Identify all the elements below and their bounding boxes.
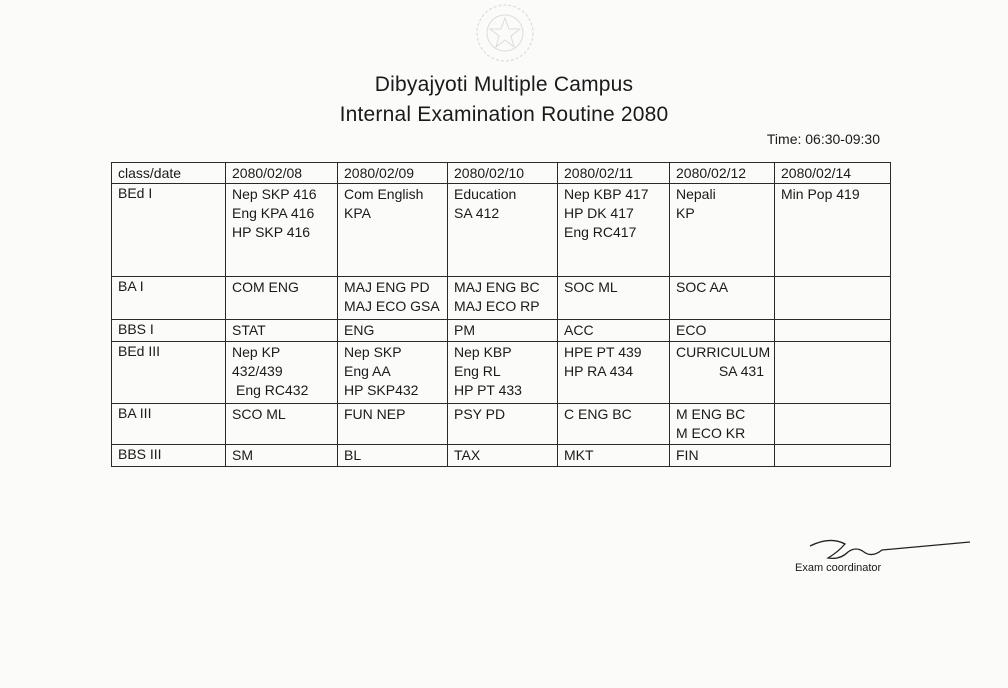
exam-entry: HP PT 433 <box>454 382 522 398</box>
exam-entry: ACC <box>564 322 594 338</box>
exam-cell <box>338 404 448 445</box>
exam-entry: STAT <box>232 322 266 338</box>
exam-entry: HP DK 417 <box>564 205 634 221</box>
exam-time: Time: 06:30-09:30 <box>766 131 880 147</box>
exam-cell <box>558 404 670 445</box>
table-row <box>112 342 891 404</box>
header-date: 2080/02/08 <box>226 163 338 184</box>
exam-entry: Min Pop 419 <box>781 186 860 202</box>
exam-entry: SOC AA <box>676 279 729 295</box>
header-date: 2080/02/09 <box>338 163 448 184</box>
exam-cell <box>670 342 775 404</box>
header-row <box>112 163 891 184</box>
exam-cell <box>448 342 558 404</box>
exam-entry: Nep KBP 417 <box>564 186 649 202</box>
exam-cell <box>775 320 891 342</box>
exam-entry: Com English <box>344 186 424 202</box>
exam-cell <box>448 445 558 467</box>
exam-cell <box>670 277 775 320</box>
exam-cell <box>448 277 558 320</box>
exam-entry: PSY PD <box>454 406 506 422</box>
exam-entry: Nep SKP <box>344 344 402 360</box>
class-label: BA I <box>112 277 226 320</box>
exam-entry: HP SKP432 <box>344 382 419 398</box>
header-class: class/date <box>112 163 226 184</box>
exam-cell <box>226 342 338 404</box>
exam-cell <box>448 320 558 342</box>
exam-cell <box>670 320 775 342</box>
exam-entry: FIN <box>676 447 699 463</box>
exam-cell <box>558 184 670 277</box>
exam-cell <box>775 445 891 467</box>
exam-entry: CURRICULUM <box>676 344 771 360</box>
exam-cell <box>670 445 775 467</box>
exam-cell <box>775 404 891 445</box>
exam-entry: SCO ML <box>232 406 286 422</box>
exam-entry: SA 431 <box>718 363 764 379</box>
college-name: Dibyajyoti Multiple Campus <box>374 73 634 96</box>
exam-cell <box>558 277 670 320</box>
exam-entry: MAJ ENG BC <box>454 279 540 295</box>
exam-cell <box>338 342 448 404</box>
exam-entry: Nep SKP 416 <box>232 186 317 202</box>
exam-entry: SM <box>232 447 253 463</box>
table-row <box>112 320 891 342</box>
exam-cell <box>226 404 338 445</box>
exam-entry: SOC ML <box>564 279 618 295</box>
exam-cell <box>338 445 448 467</box>
exam-cell <box>775 277 891 320</box>
exam-entry: FUN NEP <box>344 406 406 422</box>
exam-entry: BL <box>344 447 362 463</box>
exam-cell <box>338 277 448 320</box>
exam-entry: MAJ ECO RP <box>454 298 540 314</box>
class-label: BBS I <box>112 320 226 342</box>
header-date: 2080/02/10 <box>448 163 558 184</box>
signature-label: Exam coordinator <box>795 562 882 574</box>
exam-entry: MAJ ENG PD <box>344 279 430 295</box>
exam-entry: HP SKP 416 <box>232 224 311 240</box>
document-title: Internal Examination Routine 2080 <box>339 103 669 126</box>
exam-entry: Eng KPA 416 <box>232 205 315 221</box>
exam-entry: Nepali <box>676 186 716 202</box>
exam-entry: M ENG BC <box>676 406 746 422</box>
exam-entry: SA 412 <box>454 205 500 221</box>
exam-cell <box>670 184 775 277</box>
exam-entry: HP RA 434 <box>564 363 634 379</box>
exam-entry: HPE PT 439 <box>564 344 642 360</box>
exam-entry: MAJ ECO GSA <box>344 298 440 314</box>
class-label: BA III <box>112 404 226 445</box>
table-row <box>112 404 891 445</box>
exam-cell <box>448 184 558 277</box>
table-row <box>112 277 891 320</box>
exam-cell <box>558 342 670 404</box>
exam-cell <box>775 184 891 277</box>
exam-cell <box>226 320 338 342</box>
exam-cell <box>226 277 338 320</box>
exam-entry: MKT <box>564 447 594 463</box>
exam-entry: PM <box>454 322 475 338</box>
table-row <box>112 184 891 277</box>
header-date: 2080/02/11 <box>558 163 670 184</box>
exam-entry: Education <box>454 186 517 202</box>
exam-entry: COM ENG <box>232 279 299 295</box>
header-date: 2080/02/12 <box>670 163 775 184</box>
exam-entry: ECO <box>676 322 707 338</box>
exam-entry: ENG <box>344 322 375 338</box>
exam-cell <box>338 320 448 342</box>
college-seal-watermark <box>470 2 540 64</box>
exam-entry: Eng RC432 <box>236 382 309 398</box>
exam-cell <box>670 404 775 445</box>
class-label: BBS III <box>112 445 226 467</box>
table-row <box>112 445 891 467</box>
exam-entry: Eng RC417 <box>564 224 637 240</box>
exam-entry: C ENG BC <box>564 406 632 422</box>
exam-entry: Eng RL <box>454 363 501 379</box>
exam-entry: M ECO KR <box>676 425 746 441</box>
exam-entry: KPA <box>344 205 371 221</box>
class-label: BEd III <box>112 342 226 404</box>
exam-routine-table <box>111 162 891 467</box>
exam-cell <box>558 320 670 342</box>
exam-entry: 432/439 <box>232 363 283 379</box>
class-label: BEd I <box>112 184 226 277</box>
exam-cell <box>226 445 338 467</box>
exam-cell <box>558 445 670 467</box>
exam-entry: Eng AA <box>344 363 391 379</box>
exam-entry: KP <box>676 205 695 221</box>
exam-entry: TAX <box>454 447 481 463</box>
exam-cell <box>226 184 338 277</box>
exam-entry: Nep KBP <box>454 344 512 360</box>
exam-cell <box>448 404 558 445</box>
header-date: 2080/02/14 <box>775 163 891 184</box>
exam-entry: Nep KP <box>232 344 281 360</box>
exam-cell <box>775 342 891 404</box>
exam-cell <box>338 184 448 277</box>
